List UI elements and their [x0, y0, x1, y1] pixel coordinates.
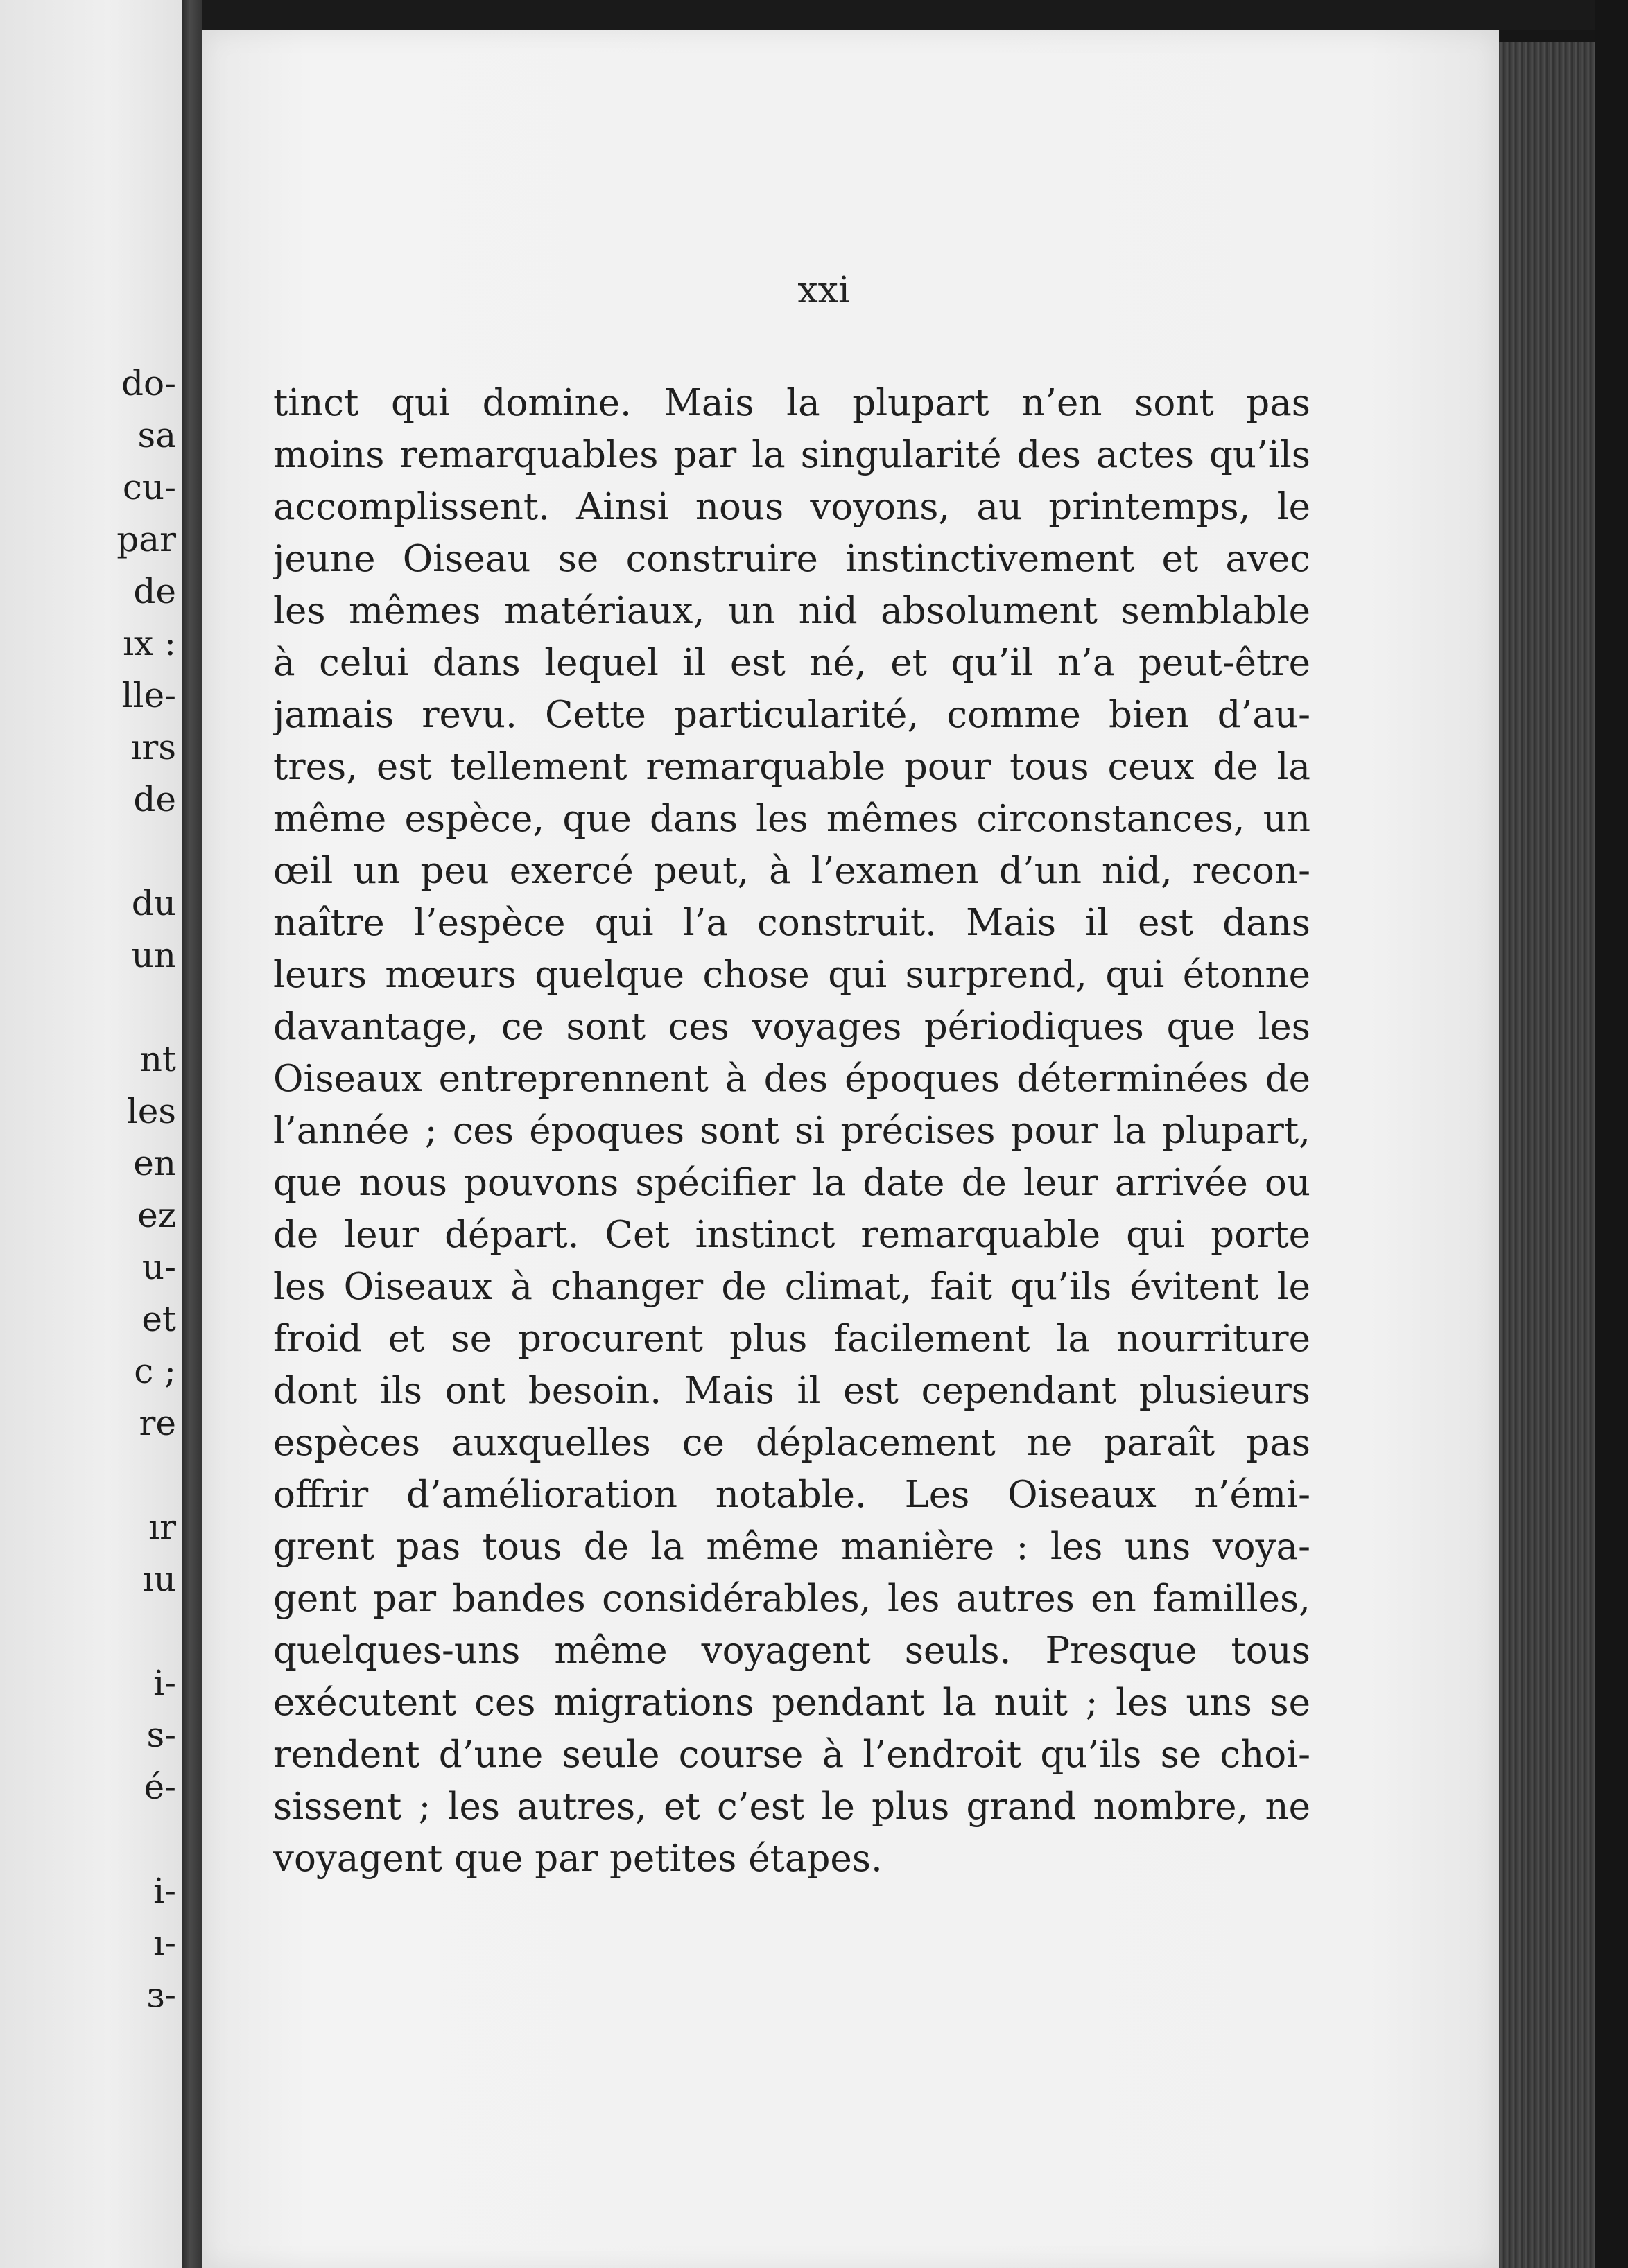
text-line: accomplissent. Ainsi nous voyons, au printemps, le — [273, 486, 1310, 528]
text-line: Oiseaux entreprennent à des époques déterminées de — [273, 1058, 1310, 1100]
text-line: leurs mœurs quelque chose qui surprend, qui étonne — [273, 954, 1310, 996]
left-page-line: do- — [121, 363, 176, 403]
text-line: moins remarquables par la singularité des actes qu’ils — [273, 434, 1310, 476]
text-line: exécutent ces migrations pendant la nuit ; les uns se — [273, 1682, 1310, 1724]
top-scan-border — [202, 0, 1628, 30]
left-page-line: un — [131, 935, 176, 975]
text-line: œil un peu exercé peut, à l’examen d’un nid, recon- — [273, 850, 1310, 892]
left-page-line: re — [139, 1403, 176, 1443]
left-page-line: et — [141, 1299, 176, 1339]
text-line: offrir d’amélioration notable. Les Oiseaux n’émi- — [273, 1474, 1310, 1516]
text-line: les Oiseaux à changer de climat, fait qu’ils évitent le — [273, 1266, 1310, 1308]
left-page-line: é- — [144, 1767, 176, 1807]
text-line: espèces auxquelles ce déplacement ne paraît pas — [273, 1422, 1310, 1464]
left-page-line: de — [133, 779, 176, 819]
left-page-fragment — [0, 0, 182, 2268]
text-line: grent pas tous de la même manière : les uns voya- — [273, 1526, 1310, 1568]
text-line: jamais revu. Cette particularité, comme bien d’au- — [273, 694, 1310, 736]
left-page-line: de — [133, 571, 176, 611]
page-number: xxi — [797, 270, 850, 311]
text-line: les mêmes matériaux, un nid absolument semblable — [273, 590, 1310, 632]
body-text — [273, 377, 1310, 1885]
left-page-line: par — [116, 519, 176, 559]
left-page-line: lle- — [121, 675, 176, 715]
text-line: tinct qui domine. Mais la plupart n’en sont pas — [273, 382, 1310, 424]
text-line: l’année ; ces époques sont si précises pour la plupart, — [273, 1110, 1310, 1152]
text-line-last: voyagent que par petites étapes. — [273, 1838, 883, 1880]
left-page-line: ıx : — [123, 623, 176, 663]
left-page-line: c ; — [134, 1351, 176, 1391]
main-page — [202, 30, 1499, 2268]
text-line: de leur départ. Cet instinct remarquable qui porte — [273, 1214, 1310, 1256]
left-page-line: nt — [139, 1039, 176, 1079]
text-line: naître l’espèce qui l’a construit. Mais il est dans — [273, 902, 1310, 944]
left-page-line: ırs — [130, 727, 176, 767]
left-page-line: du — [131, 883, 176, 923]
left-page-line: ɜ- — [146, 1975, 176, 2015]
text-line: gent par bandes considérables, les autres en familles, — [273, 1578, 1310, 1620]
left-page-line: ıu — [142, 1559, 176, 1599]
text-line: dont ils ont besoin. Mais il est cependant plusieurs — [273, 1370, 1310, 1412]
text-line: rendent d’une seule course à l’endroit qu’ils se choi- — [273, 1734, 1310, 1776]
text-line: davantage, ce sont ces voyages périodiques que les — [273, 1006, 1310, 1048]
text-line: jeune Oiseau se construire instinctivement et avec — [273, 538, 1310, 580]
left-page-line: s- — [146, 1715, 176, 1755]
left-page-line: u- — [141, 1247, 176, 1287]
text-line: à celui dans lequel il est né, et qu’il n’a peut-être — [273, 642, 1310, 684]
left-page-line: ır — [148, 1507, 176, 1547]
text-line: que nous pouvons spécifier la date de leur arrivée ou — [273, 1162, 1310, 1204]
text-line: tres, est tellement remarquable pour tous ceux de la — [273, 746, 1310, 788]
text-line: froid et se procurent plus facilement la nourriture — [273, 1318, 1310, 1360]
left-page-line: sa — [137, 415, 176, 455]
book-gutter — [182, 0, 202, 2268]
left-page-line: en — [133, 1143, 176, 1183]
text-line: même espèce, que dans les mêmes circonstances, un — [273, 798, 1310, 840]
left-page-line: i- — [153, 1663, 176, 1703]
left-page-line: i- — [153, 1871, 176, 1911]
text-line: sissent ; les autres, et c’est le plus grand nombre, ne — [273, 1786, 1310, 1828]
left-page-line: cu- — [122, 467, 176, 507]
left-page-line: ez — [137, 1195, 176, 1235]
text-line: quelques-uns même voyagent seuls. Presque tous — [273, 1630, 1310, 1672]
left-page-line: les — [126, 1091, 176, 1131]
left-page-line: ı- — [153, 1923, 176, 1963]
scan-right-border — [1595, 0, 1628, 2268]
